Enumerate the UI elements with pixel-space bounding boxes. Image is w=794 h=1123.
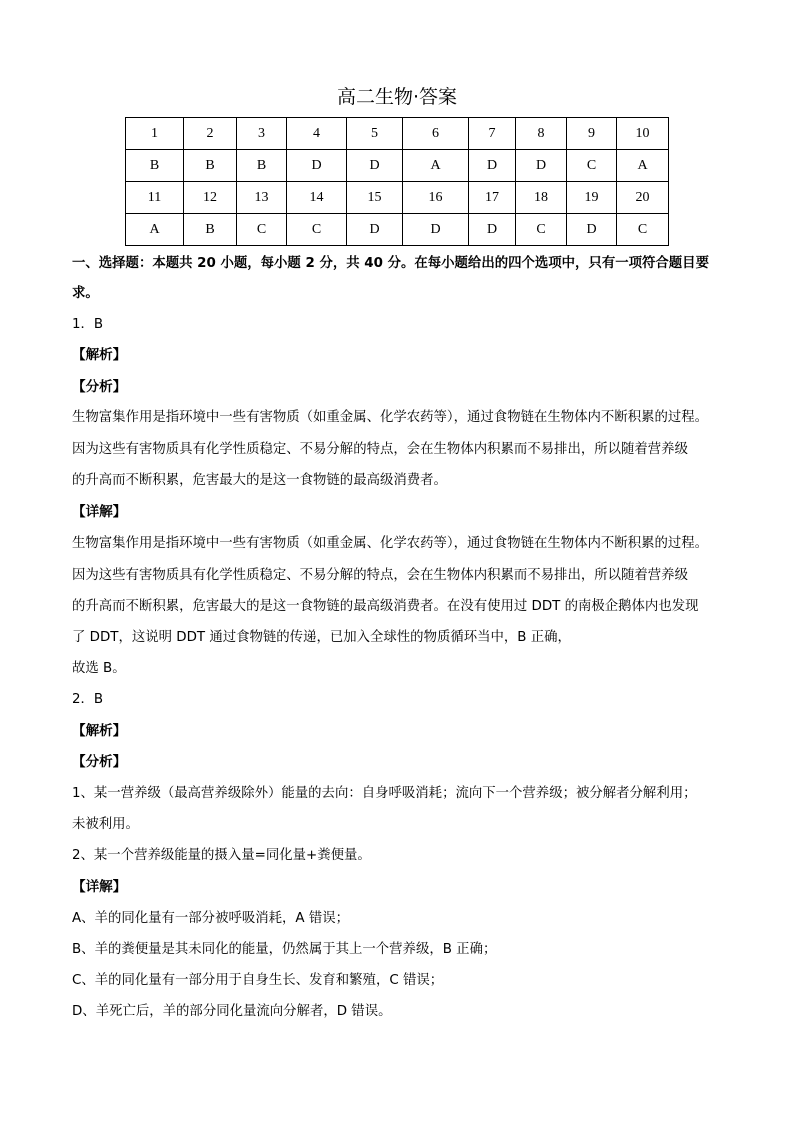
table-cell: 6 [403,118,469,150]
table-cell: 11 [126,182,184,214]
table-cell: 1 [126,118,184,150]
table-cell: B [237,150,287,182]
table-cell: 4 [287,118,347,150]
table-cell: 18 [516,182,567,214]
table-cell: B [126,150,184,182]
q2-xiangjie-line: C、羊的同化量有一部分用于自身生长、发育和繁殖，C 错误； [72,973,444,988]
table-cell: 19 [567,182,617,214]
table-cell: D [403,214,469,246]
table-cell: C [567,150,617,182]
q2-xiangjie-line: B、羊的粪便量是其未同化的能量，仍然属于其上一个营养级，B 正确； [72,942,497,957]
q1-xiangjie-line: 了 DDT，这说明 DDT 通过食物链的传递，已加入全球性的物质循环当中，B 正确， [72,630,571,645]
table-cell: C [516,214,567,246]
q1-xiangjie-line: 故选 B。 [72,661,126,676]
table-cell: 8 [516,118,567,150]
table-cell: C [237,214,287,246]
table-cell: C [617,214,669,246]
q2-fenxi-line: 未被利用。 [72,817,139,832]
table-cell: A [126,214,184,246]
q1-fenxi-line: 因为这些有害物质具有化学性质稳定、不易分解的特点，会在生物体内积累而不易排出，所以随着营养级 [72,442,688,457]
q1-xiangjie-line: 生物富集作用是指环境中一些有害物质（如重金属、化学农药等），通过食物链在生物体内不断积累的过程。 [72,536,709,551]
table-cell: 20 [617,182,669,214]
section-heading-line-2: 求。 [72,286,99,301]
page-title: 高二生物·答案 [336,86,458,108]
table-cell: 17 [469,182,516,214]
table-cell: D [469,150,516,182]
table-cell: 2 [184,118,237,150]
q1-xiangjie-tag: 【详解】 [72,504,127,520]
q1-xiangjie-line: 的升高而不断积累，危害最大的是这一食物链的最高级消费者。在没有使用过 DDT 的南极企鹅体内也发现 [72,599,699,614]
table-cell: D [347,150,403,182]
table-cell: 5 [347,118,403,150]
table-row-answers [126,214,669,246]
q2-xiangjie-line: A、羊的同化量有一部分被呼吸消耗，A 错误； [72,911,349,926]
table-cell: 14 [287,182,347,214]
q1-fenxi-line: 的升高而不断积累，危害最大的是这一食物链的最高级消费者。 [72,473,447,488]
table-cell: D [469,214,516,246]
answer-table [125,117,669,246]
table-cell: D [516,150,567,182]
table-cell: 9 [567,118,617,150]
q2-fenxi-line: 1、某一营养级（最高营养级除外）能量的去向：自身呼吸消耗；流向下一个营养级；被分解者分解利用； [72,786,697,801]
table-cell: A [403,150,469,182]
table-cell: D [347,214,403,246]
q2-fenxi-tag: 【分析】 [72,754,127,770]
table-cell: A [617,150,669,182]
q1-jiexi-tag: 【解析】 [72,347,127,363]
table-cell: 15 [347,182,403,214]
q1-fenxi-tag: 【分析】 [72,379,127,395]
table-cell: B [184,214,237,246]
q2-fenxi-line: 2、某一个营养级能量的摄入量=同化量+粪便量。 [72,848,371,863]
table-cell: 13 [237,182,287,214]
q1-fenxi-line: 生物富集作用是指环境中一些有害物质（如重金属、化学农药等），通过食物链在生物体内不断积累的过程。 [72,410,709,425]
q2-number: 2．B [72,692,104,707]
q1-number: 1．B [72,317,104,332]
section-heading-line-1: 一、选择题：本题共 20 小题，每小题 2 分，共 40 分。在每小题给出的四个选项中，只有一项符合题目要 [72,256,709,271]
q1-xiangjie-line: 因为这些有害物质具有化学性质稳定、不易分解的特点，会在生物体内积累而不易排出，所以随着营养级 [72,568,688,583]
q2-xiangjie-tag: 【详解】 [72,879,127,895]
table-cell: B [184,150,237,182]
table-row-question-numbers [126,182,669,214]
table-cell: 7 [469,118,516,150]
table-row-answers [126,150,669,182]
table-cell: C [287,214,347,246]
table-cell: 16 [403,182,469,214]
q2-jiexi-tag: 【解析】 [72,723,127,739]
table-row-question-numbers [126,118,669,150]
q2-xiangjie-line: D、羊死亡后，羊的部分同化量流向分解者，D 错误。 [72,1004,392,1019]
table-cell: 12 [184,182,237,214]
table-cell: D [287,150,347,182]
table-cell: D [567,214,617,246]
table-cell: 10 [617,118,669,150]
table-cell: 3 [237,118,287,150]
